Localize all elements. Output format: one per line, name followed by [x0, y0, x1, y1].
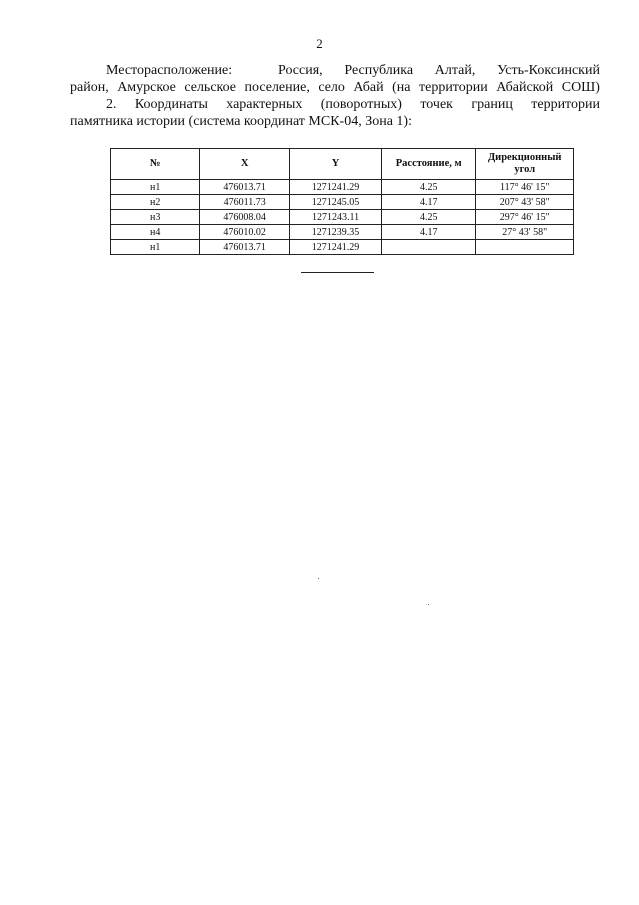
cell-x: 476013.71 — [200, 240, 290, 255]
coordinates-intro-paragraph — [70, 96, 600, 130]
scan-speck — [428, 604, 429, 605]
location-word: территории — [418, 80, 488, 95]
coords-word: точек — [420, 97, 453, 112]
cell-number: н1 — [111, 180, 200, 195]
table-row — [111, 210, 574, 225]
coords-word: границ — [471, 97, 513, 112]
location-region — [278, 62, 600, 79]
header-x: X — [200, 149, 290, 180]
table-row — [111, 240, 574, 255]
cell-number: н3 — [111, 210, 200, 225]
cell-direction — [476, 240, 574, 255]
cell-x: 476011.73 — [200, 195, 290, 210]
cell-distance: 4.25 — [382, 180, 476, 195]
cell-y: 1271241.29 — [290, 240, 382, 255]
cell-direction: 27° 43' 58" — [476, 225, 574, 240]
location-word: село — [318, 80, 345, 95]
cell-direction: 297° 46' 15" — [476, 210, 574, 225]
scan-speck — [318, 578, 319, 579]
location-word: поселение, — [244, 80, 310, 95]
location-label: Месторасположение: — [106, 63, 233, 78]
location-word: Усть-Коксинский — [497, 63, 600, 78]
cell-number: н1 — [111, 240, 200, 255]
table-row — [111, 180, 574, 195]
coordinates-intro-line-1 — [70, 96, 600, 113]
table-header-row — [111, 149, 574, 180]
location-paragraph — [70, 62, 600, 96]
page-number: 2 — [316, 36, 323, 51]
coords-word: Координаты — [134, 97, 208, 112]
coordinates-intro-line-2: памятника истории (система координат МСК-04, Зона 1): — [70, 114, 412, 129]
location-word: Алтай, — [434, 63, 476, 78]
location-word: Абай — [353, 80, 384, 95]
header-distance: Расстояние, м — [382, 149, 476, 180]
location-word: Республика — [344, 63, 414, 78]
cell-number: н4 — [111, 225, 200, 240]
cell-y: 1271243.11 — [290, 210, 382, 225]
location-word: СОШ) — [561, 80, 600, 95]
location-word: район, — [70, 80, 109, 95]
coordinates-table — [110, 148, 574, 255]
location-word: (на — [392, 80, 411, 95]
location-word: Россия, — [278, 63, 323, 78]
location-word: Амурское — [117, 80, 176, 95]
cell-x: 476013.71 — [200, 180, 290, 195]
cell-y: 1271241.29 — [290, 180, 382, 195]
header-number: № — [111, 149, 200, 180]
end-separator-line — [301, 272, 374, 273]
cell-x: 476008.04 — [200, 210, 290, 225]
cell-distance: 4.17 — [382, 195, 476, 210]
location-word: сельское — [184, 80, 237, 95]
table-row — [111, 195, 574, 210]
cell-direction: 117° 46' 15" — [476, 180, 574, 195]
cell-y: 1271245.05 — [290, 195, 382, 210]
location-line-1 — [70, 62, 600, 79]
cell-distance: 4.25 — [382, 210, 476, 225]
coords-word: (поворотных) — [320, 97, 402, 112]
coords-word: 2. — [106, 97, 117, 112]
cell-distance: 4.17 — [382, 225, 476, 240]
coords-word: характерных — [226, 97, 303, 112]
location-word: Абайской — [496, 80, 554, 95]
coords-word: территории — [531, 97, 600, 112]
cell-direction: 207° 43' 58" — [476, 195, 574, 210]
location-line-2 — [70, 79, 600, 96]
table-row — [111, 225, 574, 240]
header-direction: Дирекционный угол — [476, 149, 574, 180]
cell-y: 1271239.35 — [290, 225, 382, 240]
cell-distance — [382, 240, 476, 255]
cell-number: н2 — [111, 195, 200, 210]
cell-x: 476010.02 — [200, 225, 290, 240]
header-y: Y — [290, 149, 382, 180]
